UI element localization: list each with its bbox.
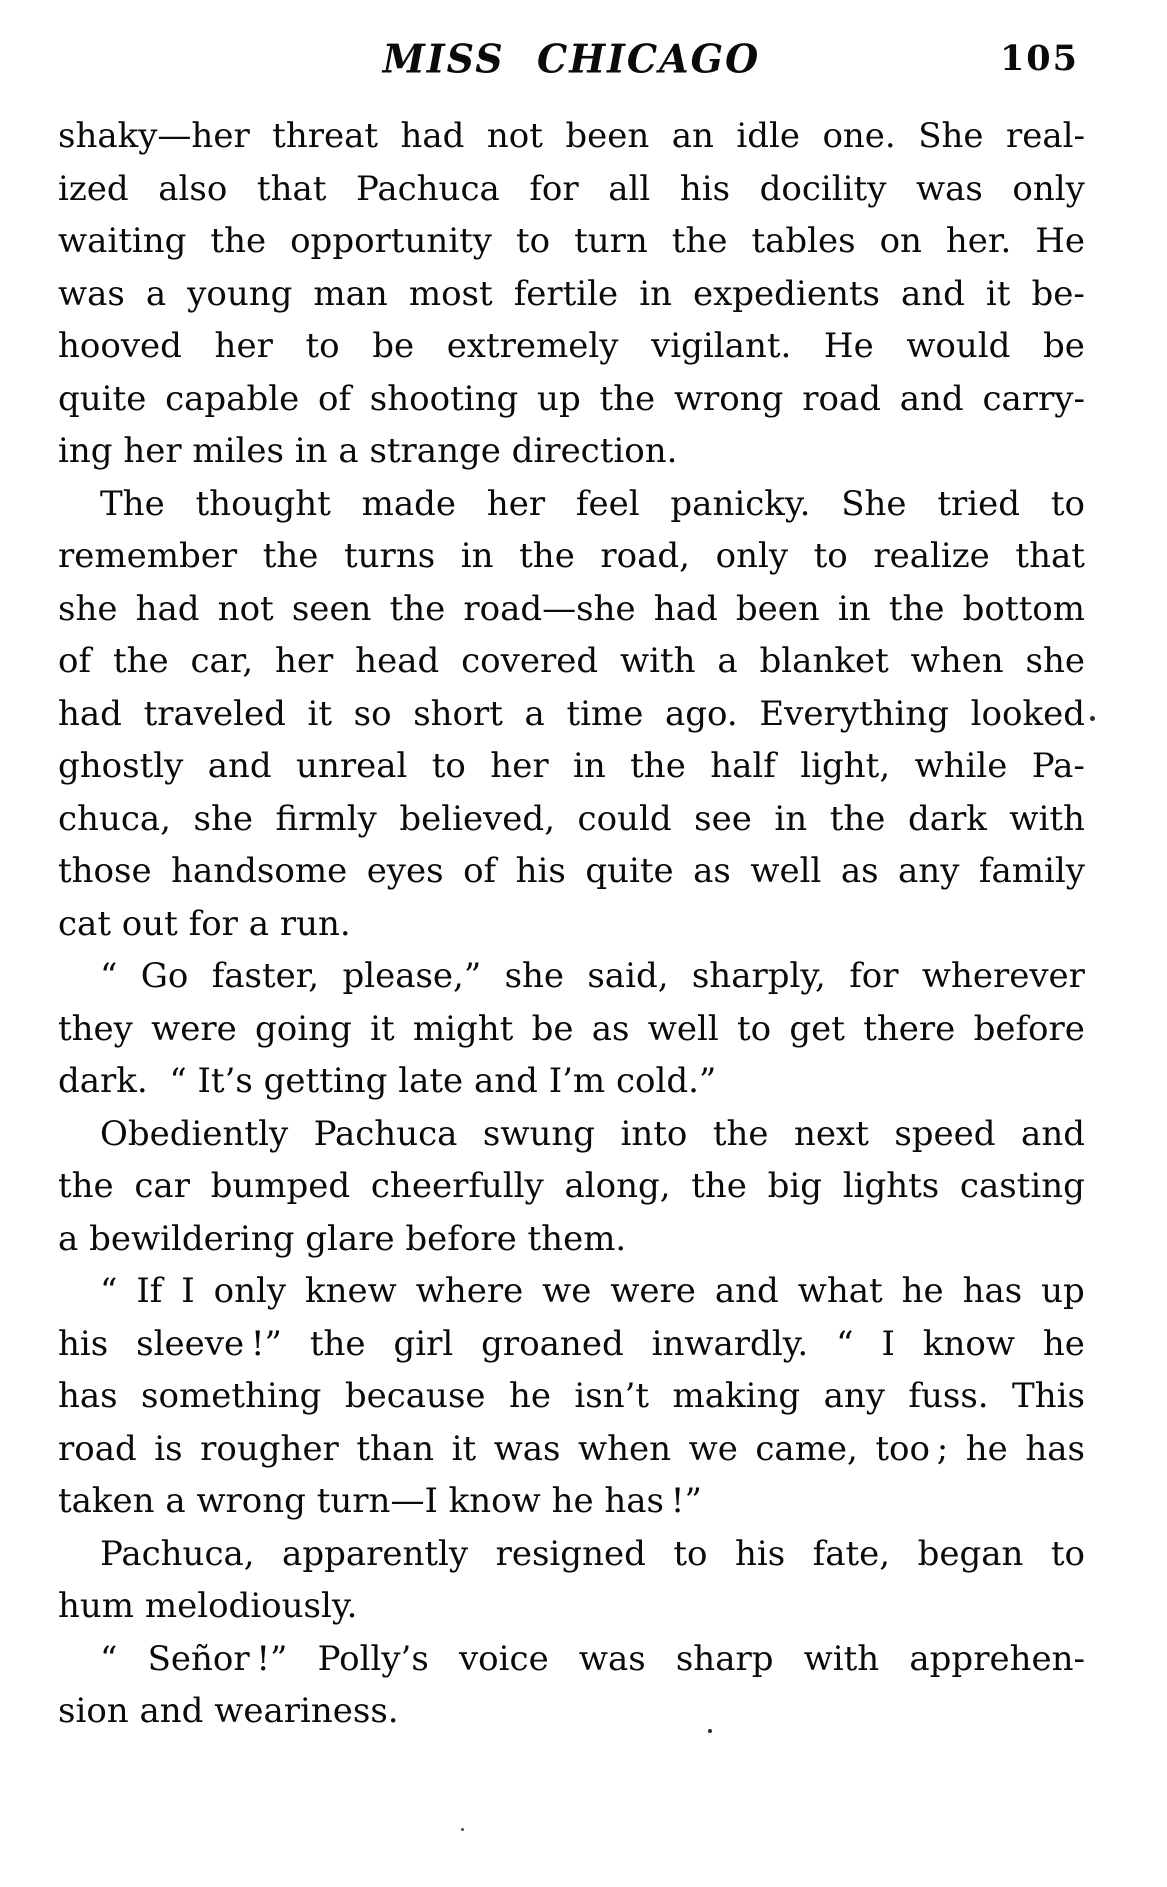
text-line: waiting the opportunity to turn the tables on her. He (58, 221, 1085, 261)
scan-speck (1090, 716, 1095, 721)
text-line: cat out for a run. (58, 903, 351, 944)
text-line: ghostly and unreal to her in the half light, while Pa- (58, 746, 1085, 786)
text-line: Obediently Pachuca swung into the next speed and (100, 1113, 1085, 1154)
page-number: 105 (999, 38, 1079, 79)
text-line: chuca, she firmly believed, could see in the dark with (58, 798, 1085, 839)
page-header (58, 34, 1085, 84)
text-line: shaky—her threat had not been an idle one. She real- (58, 116, 1085, 156)
text-line: hooved her to be extremely vigilant. He would be (58, 326, 1085, 366)
text-line: of the car, her head covered with a blanket when she (58, 641, 1085, 681)
text-line: “ If I only knew where we were and what he has up (100, 1271, 1085, 1311)
text-line: his sleeve !” the girl groaned inwardly. “ I know he (58, 1323, 1085, 1364)
text-line: the car bumped cheerfully along, the big lights casting (58, 1166, 1085, 1206)
text-line: “ Go faster, please,” she said, sharply, for wherever (100, 956, 1085, 996)
page-title: MISS CHICAGO (382, 35, 761, 82)
text-line: “ Señor !” Polly’s voice was sharp with apprehen- (100, 1638, 1085, 1679)
scan-speck (708, 1729, 712, 1733)
text-line: ing her miles in a strange direction. (58, 431, 678, 471)
text-line: The thought made her feel panicky. She tried to (100, 483, 1085, 524)
text-line: a bewildering glare before them. (58, 1218, 627, 1259)
text-line: quite capable of shooting up the wrong road and carry- (58, 378, 1085, 419)
page-body (58, 110, 1085, 1738)
text-line: those handsome eyes of his quite as well as any family (58, 851, 1085, 891)
text-line: they were going it might be as well to get there before (58, 1008, 1085, 1049)
text-line: dark. “ It’s getting late and I’m cold.” (58, 1061, 717, 1101)
text-line: Pachuca, apparently resigned to his fate, began to (100, 1533, 1085, 1574)
text-line: sion and weariness. (58, 1691, 399, 1731)
text-line: ized also that Pachuca for all his docility was only (58, 168, 1085, 209)
scan-speck (461, 1828, 464, 1831)
text-line: had traveled it so short a time ago. Everything looked (58, 693, 1085, 734)
text-line: road is rougher than it was when we came, too ; he has (58, 1428, 1085, 1469)
text-line: remember the turns in the road, only to realize that (58, 536, 1085, 576)
text-line: hum melodiously. (58, 1586, 358, 1626)
text-line: has something because he isn’t making any fuss. This (58, 1376, 1085, 1416)
text-line: taken a wrong turn—I know he has !” (58, 1481, 702, 1521)
text-line: she had not seen the road—she had been in the bottom (58, 588, 1085, 629)
text-line: was a young man most fertile in expedients and it be- (58, 273, 1085, 314)
